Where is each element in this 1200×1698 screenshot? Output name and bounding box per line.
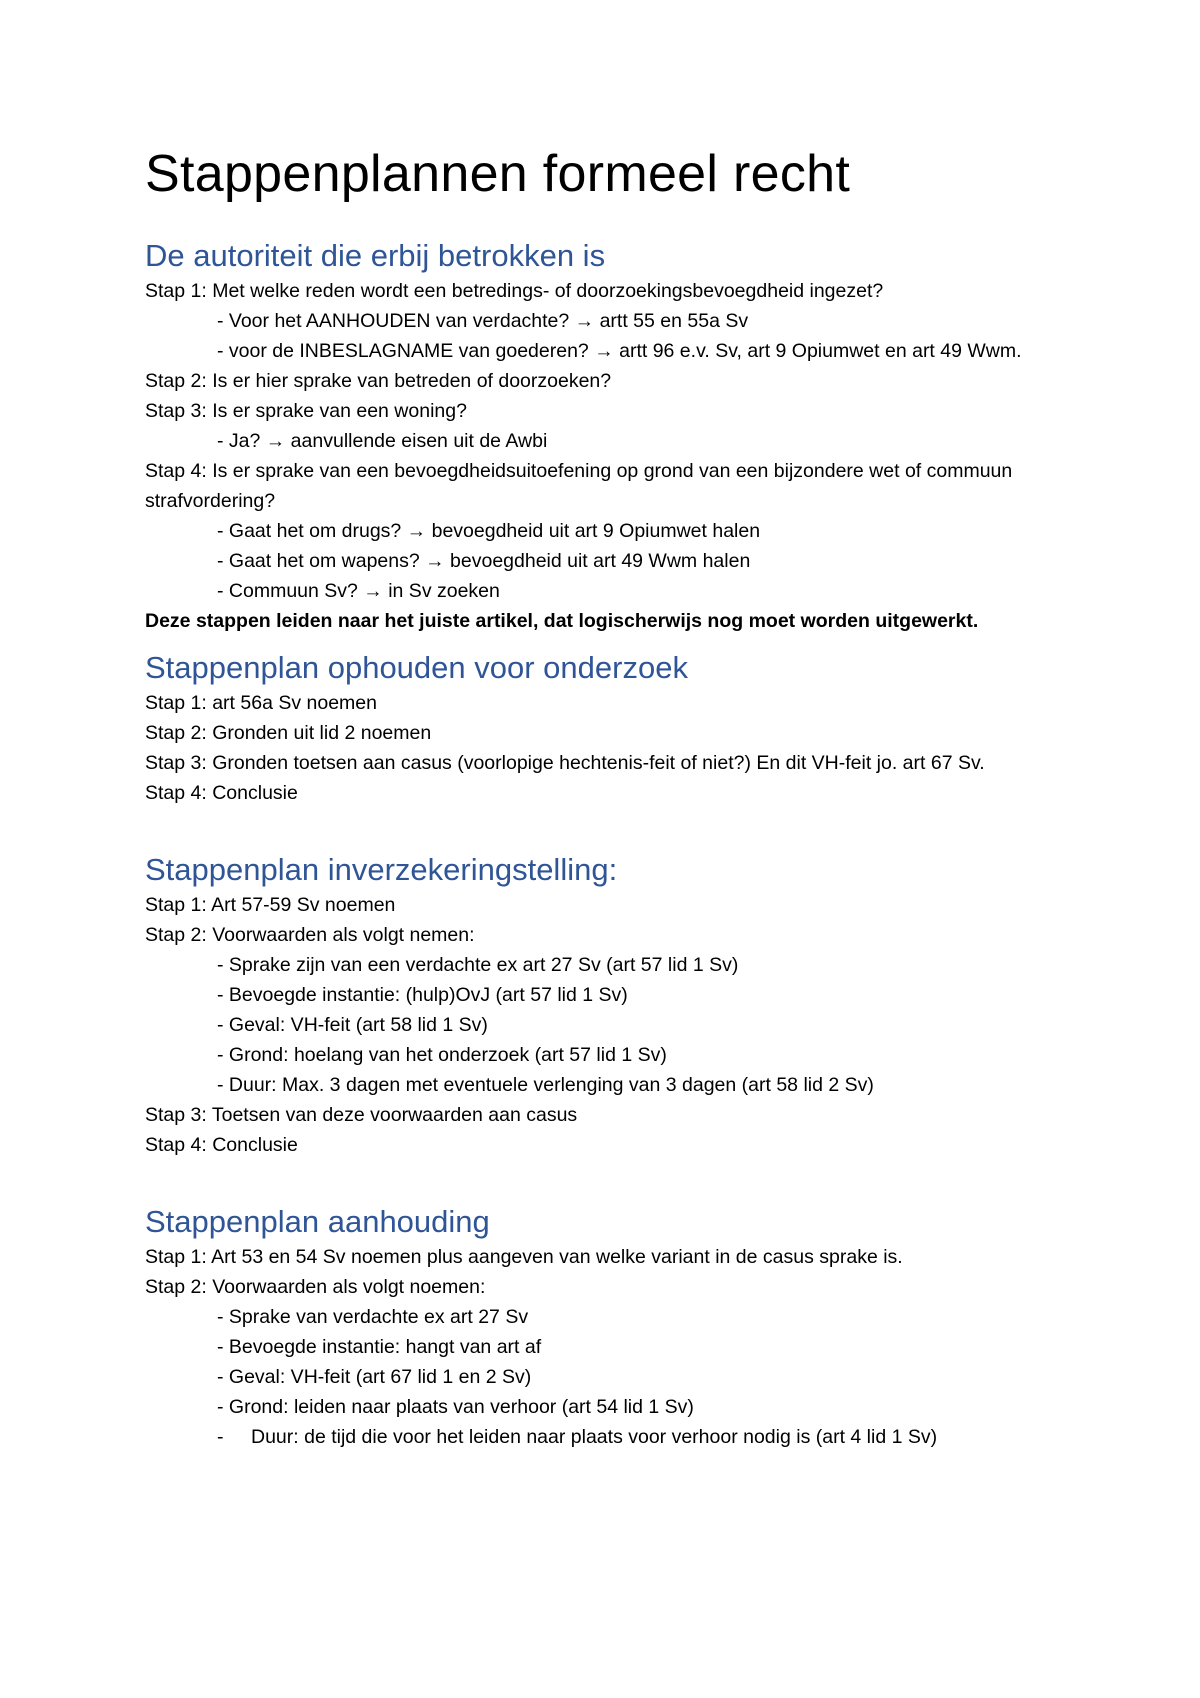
step-line: Stap 1: Art 57-59 Sv noemen xyxy=(145,894,396,916)
section-body-ophouden xyxy=(145,688,1080,808)
bullet-dash: - xyxy=(217,1426,224,1448)
section-body-aanhouding xyxy=(145,1242,1080,1452)
sub-item: - Geval: VH-feit (art 67 lid 1 en 2 Sv) xyxy=(217,1366,532,1388)
sub-item: - Geval: VH-feit (art 58 lid 1 Sv) xyxy=(217,1014,488,1036)
sub-item: - Gaat het om drugs? → bevoegdheid uit art 9 Opiumwet halen xyxy=(217,520,761,542)
step-line: Stap 1: Met welke reden wordt een betredings- of doorzoekingsbevoegdheid ingezet? xyxy=(145,280,884,302)
sub-item: - Sprake zijn van een verdachte ex art 27 Sv (art 57 lid 1 Sv) xyxy=(217,954,739,976)
section-heading-ophouden: Stappenplan ophouden voor onderzoek xyxy=(145,650,688,685)
sub-item: - voor de INBESLAGNAME van goederen? → artt 96 e.v. Sv, art 9 Opiumwet en art 49 Wwm. xyxy=(217,340,1022,362)
step-line: Stap 4: Conclusie xyxy=(145,1134,298,1156)
step-line: Stap 4: Is er sprake van een bevoegdheidsuitoefening op grond van een bijzondere wet of commuun strafvordering? xyxy=(145,460,1013,512)
sub-item: - Ja? → aanvullende eisen uit de Awbi xyxy=(217,430,548,452)
step-line: Stap 3: Is er sprake van een woning? xyxy=(145,400,467,422)
step-line: Stap 3: Toetsen van deze voorwaarden aan casus xyxy=(145,1104,578,1126)
sub-item: - Bevoegde instantie: (hulp)OvJ (art 57 lid 1 Sv) xyxy=(217,984,628,1006)
section-body-inverzekeringstelling xyxy=(145,890,1080,1160)
bullet-item xyxy=(145,1422,1080,1452)
step-line: Stap 2: Voorwaarden als volgt nemen: xyxy=(145,924,475,946)
step-line: Stap 4: Conclusie xyxy=(145,782,298,804)
sub-item: - Commuun Sv? → in Sv zoeken xyxy=(217,580,500,602)
sub-item: - Gaat het om wapens? → bevoegdheid uit art 49 Wwm halen xyxy=(217,550,751,572)
page-title: Stappenplannen formeel recht xyxy=(145,145,851,203)
section-heading-inverzekeringstelling: Stappenplan inverzekeringstelling: xyxy=(145,852,618,887)
section-heading-aanhouding: Stappenplan aanhouding xyxy=(145,1204,490,1239)
step-line: Stap 1: Art 53 en 54 Sv noemen plus aangeven van welke variant in de casus sprake is. xyxy=(145,1246,903,1268)
sub-item: - Grond: leiden naar plaats van verhoor (art 54 lid 1 Sv) xyxy=(217,1396,694,1418)
step-line: Stap 2: Is er hier sprake van betreden of doorzoeken? xyxy=(145,370,612,392)
sub-item: - Duur: Max. 3 dagen met eventuele verlenging van 3 dagen (art 58 lid 2 Sv) xyxy=(217,1074,874,1096)
section-heading-autoriteit: De autoriteit die erbij betrokken is xyxy=(145,238,606,273)
step-line: Stap 2: Gronden uit lid 2 noemen xyxy=(145,722,432,744)
sub-item: - Bevoegde instantie: hangt van art af xyxy=(217,1336,542,1358)
sub-item: - Voor het AANHOUDEN van verdachte? → artt 55 en 55a Sv xyxy=(217,310,749,332)
sub-item: - Grond: hoelang van het onderzoek (art 57 lid 1 Sv) xyxy=(217,1044,667,1066)
bullet-text: Duur: de tijd die voor het leiden naar plaats voor verhoor nodig is (art 4 lid 1 Sv) xyxy=(251,1426,938,1448)
section-body-autoriteit xyxy=(145,276,1080,636)
step-line: Stap 2: Voorwaarden als volgt noemen: xyxy=(145,1276,486,1298)
step-line: Stap 1: art 56a Sv noemen xyxy=(145,692,377,714)
sub-item: - Sprake van verdachte ex art 27 Sv xyxy=(217,1306,529,1328)
step-line: Stap 3: Gronden toetsen aan casus (voorlopige hechtenis-feit of niet?) En dit VH-feit jo. art 67 Sv. xyxy=(145,752,985,774)
summary-note: Deze stappen leiden naar het juiste artikel, dat logischerwijs nog moet worden uitgewerkt. xyxy=(145,610,979,632)
